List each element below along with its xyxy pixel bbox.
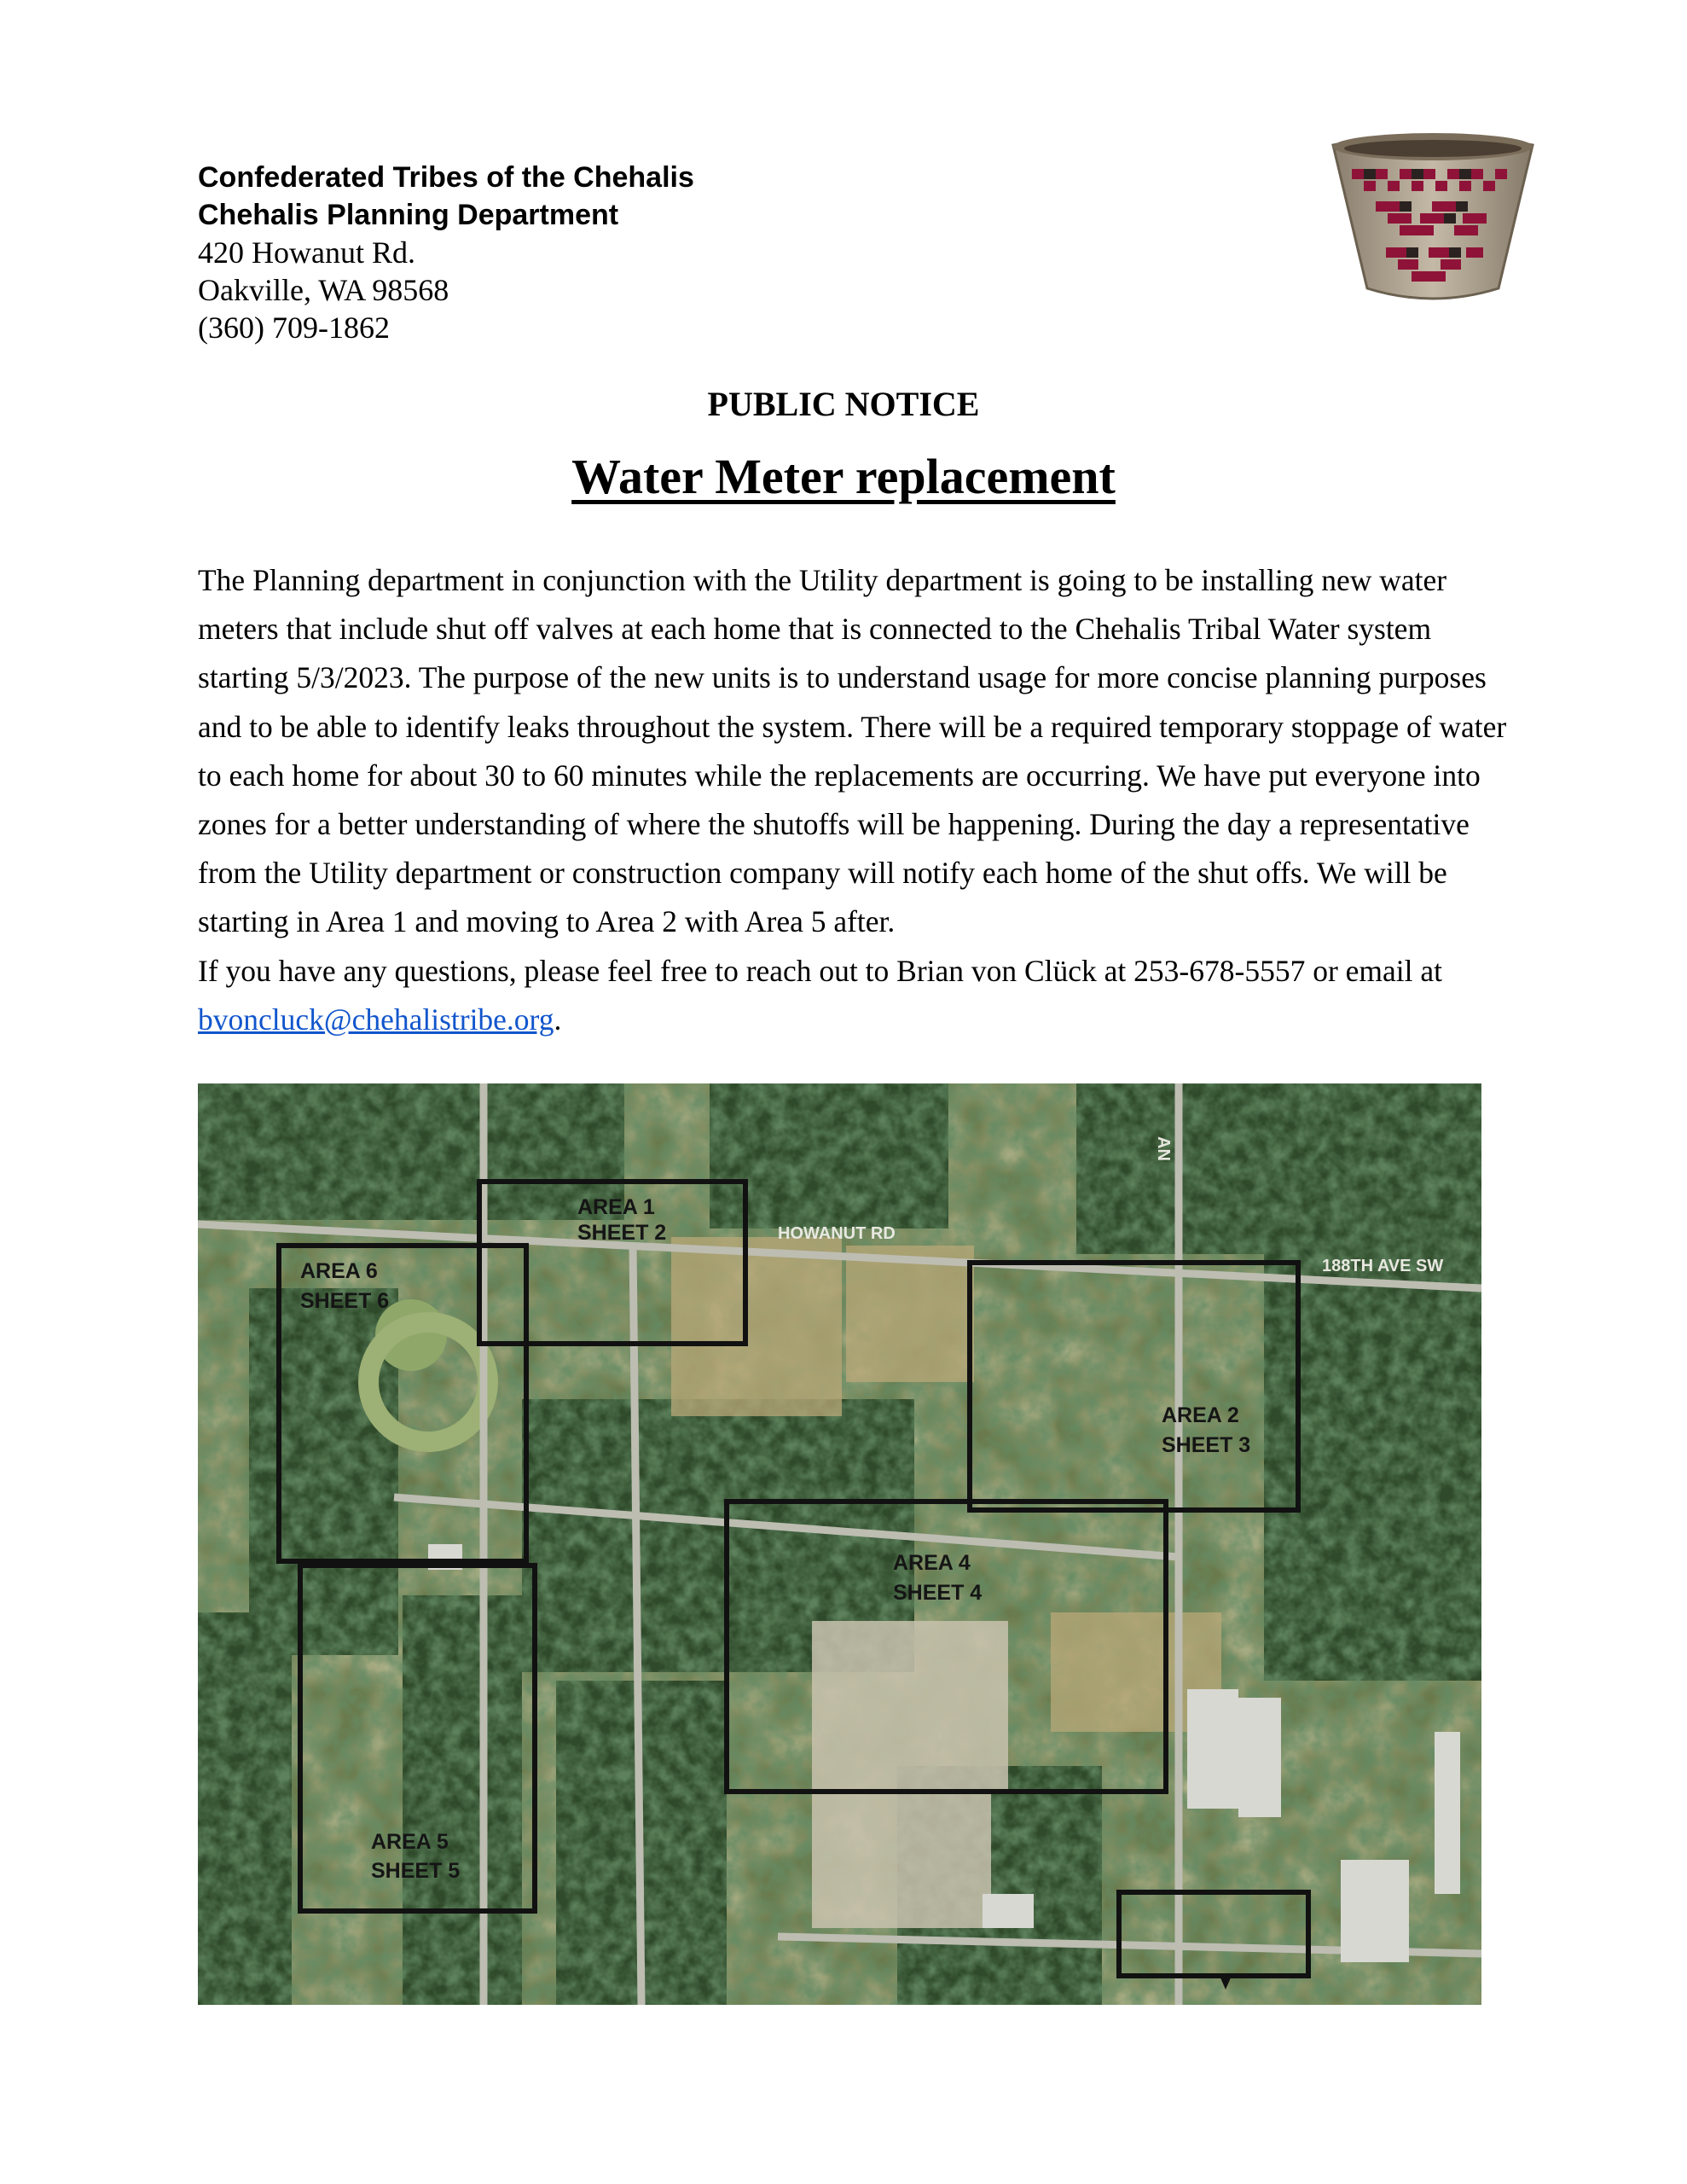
area-2-sheet: SHEET 3: [1162, 1433, 1251, 1457]
area-6-sheet: SHEET 6: [300, 1289, 390, 1313]
area-1-label: AREA 1: [577, 1195, 655, 1219]
phone-number: (360) 709-1862: [198, 311, 390, 345]
dept-name: Chehalis Planning Department: [198, 199, 619, 231]
area-1-sheet: SHEET 2: [577, 1221, 667, 1245]
org-name: Confederated Tribes of the Chehalis: [198, 161, 694, 194]
aerial-map-image: [198, 1083, 1481, 2005]
road-label-partial: AN: [1154, 1136, 1173, 1161]
contact-paragraph: [198, 947, 1511, 1044]
area-6-label: AREA 6: [300, 1259, 378, 1283]
area-2-label: AREA 2: [1162, 1403, 1239, 1427]
email-link[interactable]: bvoncluck@chehalistribe.org: [198, 1002, 554, 1037]
road-label-howanut: HOWANUT RD: [778, 1224, 896, 1243]
road-label-188th: 188TH AVE SW: [1322, 1257, 1444, 1275]
page-title: Water Meter replacement: [571, 449, 1116, 504]
notice-label: PUBLIC NOTICE: [707, 385, 980, 423]
area-map: [198, 1083, 1481, 2005]
letterhead: [198, 159, 694, 346]
contact-period: .: [554, 1002, 562, 1037]
area-4-label: AREA 4: [893, 1551, 971, 1575]
address-line-1: 420 Howanut Rd.: [198, 235, 415, 270]
basket-logo-icon: [1326, 128, 1539, 311]
address-line-2: Oakville, WA 98568: [198, 273, 449, 307]
area-4-sheet: SHEET 4: [893, 1581, 983, 1605]
area-5-label: AREA 5: [371, 1830, 449, 1854]
notice-body: [198, 556, 1511, 1044]
area-5-sheet: SHEET 5: [371, 1859, 461, 1883]
body-paragraph: The Planning department in conjunction with the Utility department is going to be installing new water meters that include shut off valves at each home that is connected to the Chehalis Tribal Water system starting 5/3/2023. The purpose of the new units is to understand usage for more concise planning purposes and to be able to identify leaks throughout the system. There will be a required temporary stoppage of water to each home for about 30 to 60 minutes while the replacements are occurring. We have put everyone into zones for a better understanding of where the shutoffs will be happening. During the day a representative from the Utility department or construction company will notify each home of the shut offs. We will be starting in Area 1 and moving to Area 2 with Area 5 after.: [198, 563, 1507, 939]
contact-text: If you have any questions, please feel free to reach out to Brian von Clück at 253-678-5557 or email at: [198, 953, 1442, 988]
